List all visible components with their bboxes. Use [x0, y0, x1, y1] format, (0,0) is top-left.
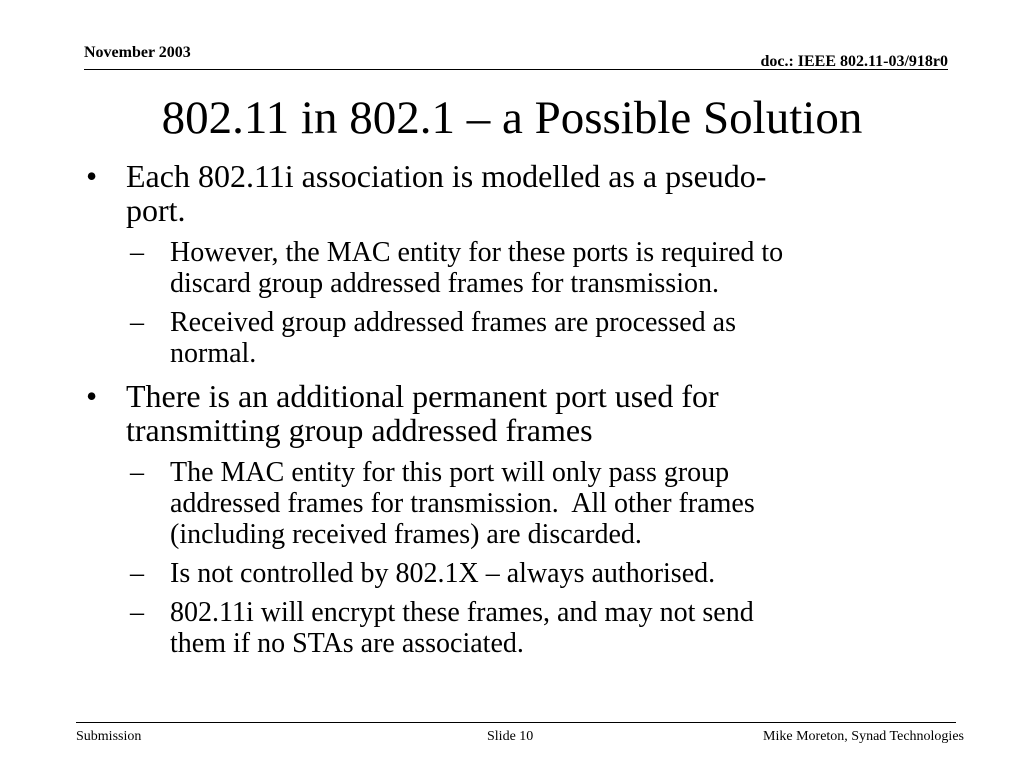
bullet-point-2-line-1: There is an additional permanent port used for: [126, 378, 719, 414]
dash-icon: –: [130, 558, 144, 589]
bullet-point-1-line-2: port.: [126, 192, 186, 228]
sub-point-2-1-line-1: The MAC entity for this port will only pass group: [170, 457, 730, 488]
footer-divider: [76, 722, 956, 723]
sub-point-1-2-line-1: Received group addressed frames are processed as: [170, 307, 736, 338]
sub-point-1-2: [130, 307, 964, 369]
bullet-point-1: [84, 159, 964, 227]
slide-body: [84, 159, 964, 667]
sub-point-2-1: [130, 457, 964, 550]
footer-slide-number: Slide 10: [487, 729, 534, 744]
dash-icon: –: [130, 457, 144, 488]
sub-point-2-2: [130, 558, 964, 589]
bullet-dot-icon: •: [86, 378, 98, 414]
header-date: November 2003: [84, 44, 191, 61]
sub-point-1-2-line-2: normal.: [170, 338, 257, 369]
dash-icon: –: [130, 307, 144, 338]
sub-point-2-1-line-3: (including received frames) are discarded.: [170, 519, 642, 550]
sub-point-2-2-line-1: Is not controlled by 802.1X – always authorised.: [170, 558, 716, 589]
sub-point-2-3-line-2: them if no STAs are associated.: [170, 628, 524, 659]
sub-point-2-3-line-1: 802.11i will encrypt these frames, and may not send: [170, 597, 754, 628]
bullet-dot-icon: •: [86, 158, 98, 194]
header-doc-id: doc.: IEEE 802.11-03/918r0: [760, 53, 948, 70]
footer-author: Mike Moreton, Synad Technologies: [763, 729, 964, 744]
bullet-point-2: [84, 379, 964, 447]
sub-point-1-1-line-1: However, the MAC entity for these ports is required to: [170, 237, 784, 268]
bullet-point-2-line-2: transmitting group addressed frames: [126, 412, 593, 448]
dash-icon: –: [130, 237, 144, 268]
sub-point-1-1-line-2: discard group addressed frames for transmission.: [170, 268, 719, 299]
dash-icon: –: [130, 597, 144, 628]
sub-point-2-3: [130, 597, 964, 659]
header-divider: [84, 69, 948, 70]
footer-submission: Submission: [76, 729, 142, 744]
sub-point-1-1: [130, 237, 964, 299]
bullet-point-1-line-1: Each 802.11i association is modelled as a pseudo-: [126, 158, 767, 194]
sub-point-2-1-line-2: addressed frames for transmission. All other frames: [170, 488, 755, 519]
slide-title: 802.11 in 802.1 – a Possible Solution: [161, 92, 863, 144]
